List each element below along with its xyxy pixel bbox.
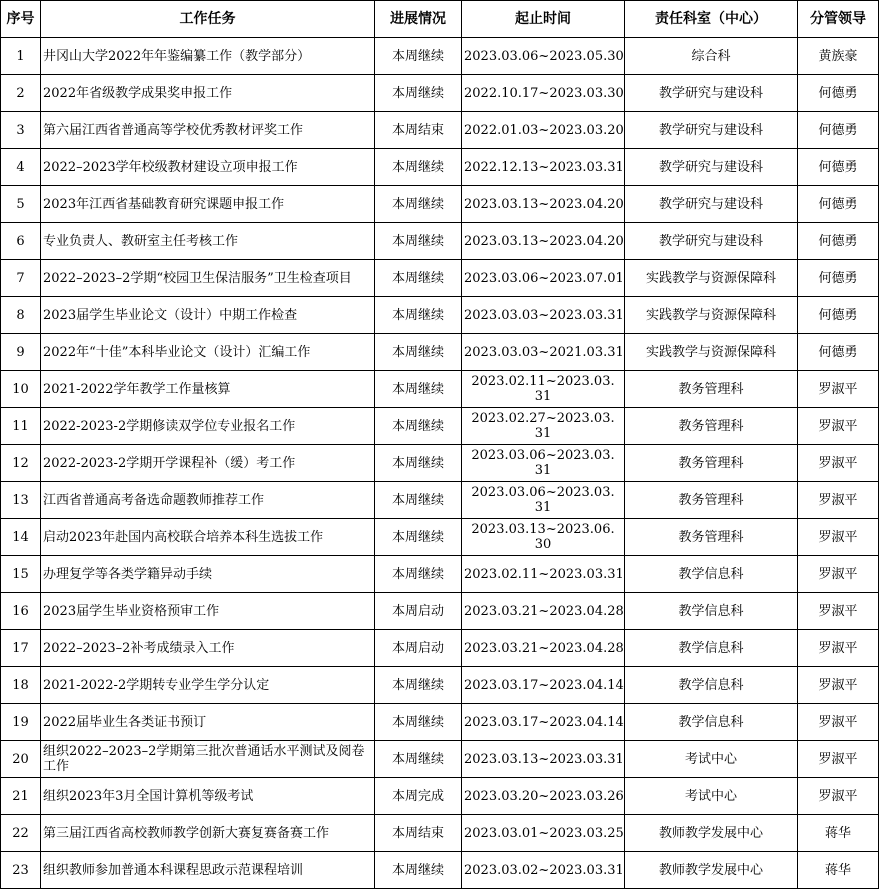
leader-cell: 何德勇 <box>798 75 879 112</box>
task-cell: 2022-2023-2学期修读双学位专业报名工作 <box>41 408 375 445</box>
period-cell: 2022.12.13~2023.03.31 <box>462 149 625 186</box>
status-cell: 本周启动 <box>375 630 462 667</box>
task-cell: 2022年省级教学成果奖申报工作 <box>41 75 375 112</box>
period-cell: 2023.03.06~2023.05.30 <box>462 38 625 75</box>
task-cell: 2022年“十佳”本科毕业论文（设计）汇编工作 <box>41 334 375 371</box>
status-cell: 本周继续 <box>375 445 462 482</box>
period-cell: 2023.03.21~2023.04.28 <box>462 593 625 630</box>
header-task: 工作任务 <box>41 1 375 38</box>
header-status: 进展情况 <box>375 1 462 38</box>
header-leader: 分管领导 <box>798 1 879 38</box>
leader-cell: 罗淑平 <box>798 667 879 704</box>
leader-cell: 罗淑平 <box>798 371 879 408</box>
department-cell: 教学信息科 <box>625 704 798 741</box>
department-cell: 综合科 <box>625 38 798 75</box>
table-row <box>1 38 879 75</box>
table-row <box>1 852 879 889</box>
task-cell: 井冈山大学2022年年鉴编纂工作（教学部分） <box>41 38 375 75</box>
row-number: 21 <box>1 778 41 815</box>
table-row <box>1 408 879 445</box>
task-cell: 专业负责人、教研室主任考核工作 <box>41 223 375 260</box>
table-row <box>1 741 879 778</box>
department-cell: 教师教学发展中心 <box>625 815 798 852</box>
leader-cell: 罗淑平 <box>798 482 879 519</box>
leader-cell: 何德勇 <box>798 112 879 149</box>
department-cell: 教学信息科 <box>625 630 798 667</box>
table-header <box>1 1 879 38</box>
table-row <box>1 778 879 815</box>
task-cell: 2022-2023-2学期开学课程补（缓）考工作 <box>41 445 375 482</box>
status-cell: 本周继续 <box>375 75 462 112</box>
table-row <box>1 149 879 186</box>
status-cell: 本周完成 <box>375 778 462 815</box>
table-row <box>1 815 879 852</box>
status-cell: 本周继续 <box>375 482 462 519</box>
task-cell: 2022–2023学年校级教材建设立项申报工作 <box>41 149 375 186</box>
leader-cell: 蒋华 <box>798 815 879 852</box>
row-number: 14 <box>1 519 41 556</box>
table-row <box>1 704 879 741</box>
leader-cell: 罗淑平 <box>798 445 879 482</box>
task-cell: 2021-2022学年教学工作量核算 <box>41 371 375 408</box>
department-cell: 教务管理科 <box>625 519 798 556</box>
table-row <box>1 630 879 667</box>
department-cell: 实践教学与资源保障科 <box>625 260 798 297</box>
status-cell: 本周继续 <box>375 519 462 556</box>
department-cell: 教学研究与建设科 <box>625 186 798 223</box>
period-cell: 2023.03.06~2023.03. 31 <box>462 445 625 482</box>
table-row <box>1 482 879 519</box>
task-cell: 2023年江西省基础教育研究课题申报工作 <box>41 186 375 223</box>
task-cell: 2022届毕业生各类证书预订 <box>41 704 375 741</box>
period-cell: 2023.02.11~2023.03. 31 <box>462 371 625 408</box>
row-number: 6 <box>1 223 41 260</box>
row-number: 8 <box>1 297 41 334</box>
department-cell: 教务管理科 <box>625 482 798 519</box>
leader-cell: 何德勇 <box>798 149 879 186</box>
task-cell: 组织2022–2023–2学期第三批次普通话水平测试及阅卷工作 <box>41 741 375 778</box>
period-cell: 2023.03.13~2023.04.20 <box>462 186 625 223</box>
row-number: 20 <box>1 741 41 778</box>
task-cell: 组织教师参加普通本科课程思政示范课程培训 <box>41 852 375 889</box>
period-cell: 2023.03.06~2023.03. 31 <box>462 482 625 519</box>
table-row <box>1 223 879 260</box>
table-row <box>1 186 879 223</box>
header-no: 序号 <box>1 1 41 38</box>
period-cell: 2023.03.03~2023.03.31 <box>462 297 625 334</box>
department-cell: 教务管理科 <box>625 408 798 445</box>
leader-cell: 何德勇 <box>798 260 879 297</box>
status-cell: 本周继续 <box>375 667 462 704</box>
period-cell: 2023.02.11~2023.03.31 <box>462 556 625 593</box>
task-cell: 2023届学生毕业论文（设计）中期工作检查 <box>41 297 375 334</box>
leader-cell: 何德勇 <box>798 297 879 334</box>
row-number: 18 <box>1 667 41 704</box>
department-cell: 教学信息科 <box>625 667 798 704</box>
status-cell: 本周继续 <box>375 556 462 593</box>
status-cell: 本周结束 <box>375 815 462 852</box>
row-number: 3 <box>1 112 41 149</box>
leader-cell: 罗淑平 <box>798 630 879 667</box>
row-number: 17 <box>1 630 41 667</box>
table-body <box>1 38 879 889</box>
department-cell: 教务管理科 <box>625 371 798 408</box>
department-cell: 教师教学发展中心 <box>625 852 798 889</box>
row-number: 1 <box>1 38 41 75</box>
task-cell: 第六届江西省普通高等学校优秀教材评奖工作 <box>41 112 375 149</box>
table-row <box>1 297 879 334</box>
table-row <box>1 593 879 630</box>
period-cell: 2023.03.13~2023.03.31 <box>462 741 625 778</box>
row-number: 4 <box>1 149 41 186</box>
task-cell: 启动2023年赴国内高校联合培养本科生选拔工作 <box>41 519 375 556</box>
department-cell: 教学研究与建设科 <box>625 149 798 186</box>
leader-cell: 罗淑平 <box>798 778 879 815</box>
table-row <box>1 334 879 371</box>
status-cell: 本周结束 <box>375 112 462 149</box>
row-number: 11 <box>1 408 41 445</box>
row-number: 15 <box>1 556 41 593</box>
department-cell: 教学研究与建设科 <box>625 75 798 112</box>
department-cell: 考试中心 <box>625 741 798 778</box>
period-cell: 2023.03.06~2023.07.01 <box>462 260 625 297</box>
table-row <box>1 371 879 408</box>
row-number: 5 <box>1 186 41 223</box>
row-number: 7 <box>1 260 41 297</box>
period-cell: 2023.02.27~2023.03. 31 <box>462 408 625 445</box>
task-cell: 2022–2023–2学期“校园卫生保洁服务”卫生检查项目 <box>41 260 375 297</box>
task-cell: 办理复学等各类学籍异动手续 <box>41 556 375 593</box>
department-cell: 教务管理科 <box>625 445 798 482</box>
status-cell: 本周继续 <box>375 223 462 260</box>
status-cell: 本周继续 <box>375 149 462 186</box>
status-cell: 本周继续 <box>375 260 462 297</box>
period-cell: 2023.03.01~2023.03.25 <box>462 815 625 852</box>
period-cell: 2023.03.21~2023.04.28 <box>462 630 625 667</box>
task-cell: 2021-2022-2学期转专业学生学分认定 <box>41 667 375 704</box>
task-cell: 2023届学生毕业资格预审工作 <box>41 593 375 630</box>
status-cell: 本周继续 <box>375 186 462 223</box>
row-number: 13 <box>1 482 41 519</box>
task-cell: 组织2023年3月全国计算机等级考试 <box>41 778 375 815</box>
period-cell: 2023.03.13~2023.04.20 <box>462 223 625 260</box>
row-number: 2 <box>1 75 41 112</box>
period-cell: 2023.03.03~2021.03.31 <box>462 334 625 371</box>
leader-cell: 何德勇 <box>798 186 879 223</box>
status-cell: 本周启动 <box>375 593 462 630</box>
table-row <box>1 112 879 149</box>
department-cell: 实践教学与资源保障科 <box>625 334 798 371</box>
task-cell: 第三届江西省高校教师教学创新大赛复赛备赛工作 <box>41 815 375 852</box>
period-cell: 2023.03.02~2023.03.31 <box>462 852 625 889</box>
period-cell: 2023.03.20~2023.03.26 <box>462 778 625 815</box>
row-number: 10 <box>1 371 41 408</box>
row-number: 9 <box>1 334 41 371</box>
period-cell: 2023.03.17~2023.04.14 <box>462 667 625 704</box>
department-cell: 教学研究与建设科 <box>625 223 798 260</box>
leader-cell: 罗淑平 <box>798 556 879 593</box>
task-cell: 江西省普通高考备选命题教师推荐工作 <box>41 482 375 519</box>
header-period: 起止时间 <box>462 1 625 38</box>
department-cell: 考试中心 <box>625 778 798 815</box>
status-cell: 本周继续 <box>375 741 462 778</box>
header-row <box>1 1 879 38</box>
table-row <box>1 667 879 704</box>
status-cell: 本周继续 <box>375 371 462 408</box>
table-row <box>1 75 879 112</box>
table-row <box>1 556 879 593</box>
table-row <box>1 519 879 556</box>
department-cell: 教学信息科 <box>625 556 798 593</box>
status-cell: 本周继续 <box>375 852 462 889</box>
leader-cell: 罗淑平 <box>798 408 879 445</box>
row-number: 22 <box>1 815 41 852</box>
table-row <box>1 260 879 297</box>
task-cell: 2022–2023–2补考成绩录入工作 <box>41 630 375 667</box>
leader-cell: 蒋华 <box>798 852 879 889</box>
status-cell: 本周继续 <box>375 334 462 371</box>
period-cell: 2022.01.03~2023.03.20 <box>462 112 625 149</box>
department-cell: 教学信息科 <box>625 593 798 630</box>
status-cell: 本周继续 <box>375 297 462 334</box>
leader-cell: 罗淑平 <box>798 519 879 556</box>
table-row <box>1 445 879 482</box>
row-number: 12 <box>1 445 41 482</box>
leader-cell: 罗淑平 <box>798 593 879 630</box>
leader-cell: 罗淑平 <box>798 704 879 741</box>
leader-cell: 何德勇 <box>798 223 879 260</box>
row-number: 16 <box>1 593 41 630</box>
period-cell: 2023.03.17~2023.04.14 <box>462 704 625 741</box>
leader-cell: 黄族豪 <box>798 38 879 75</box>
status-cell: 本周继续 <box>375 38 462 75</box>
status-cell: 本周继续 <box>375 704 462 741</box>
row-number: 19 <box>1 704 41 741</box>
department-cell: 实践教学与资源保障科 <box>625 297 798 334</box>
row-number: 23 <box>1 852 41 889</box>
period-cell: 2023.03.13~2023.06. 30 <box>462 519 625 556</box>
header-dept: 责任科室（中心） <box>625 1 798 38</box>
status-cell: 本周继续 <box>375 408 462 445</box>
leader-cell: 何德勇 <box>798 334 879 371</box>
leader-cell: 罗淑平 <box>798 741 879 778</box>
period-cell: 2022.10.17~2023.03.30 <box>462 75 625 112</box>
department-cell: 教学研究与建设科 <box>625 112 798 149</box>
